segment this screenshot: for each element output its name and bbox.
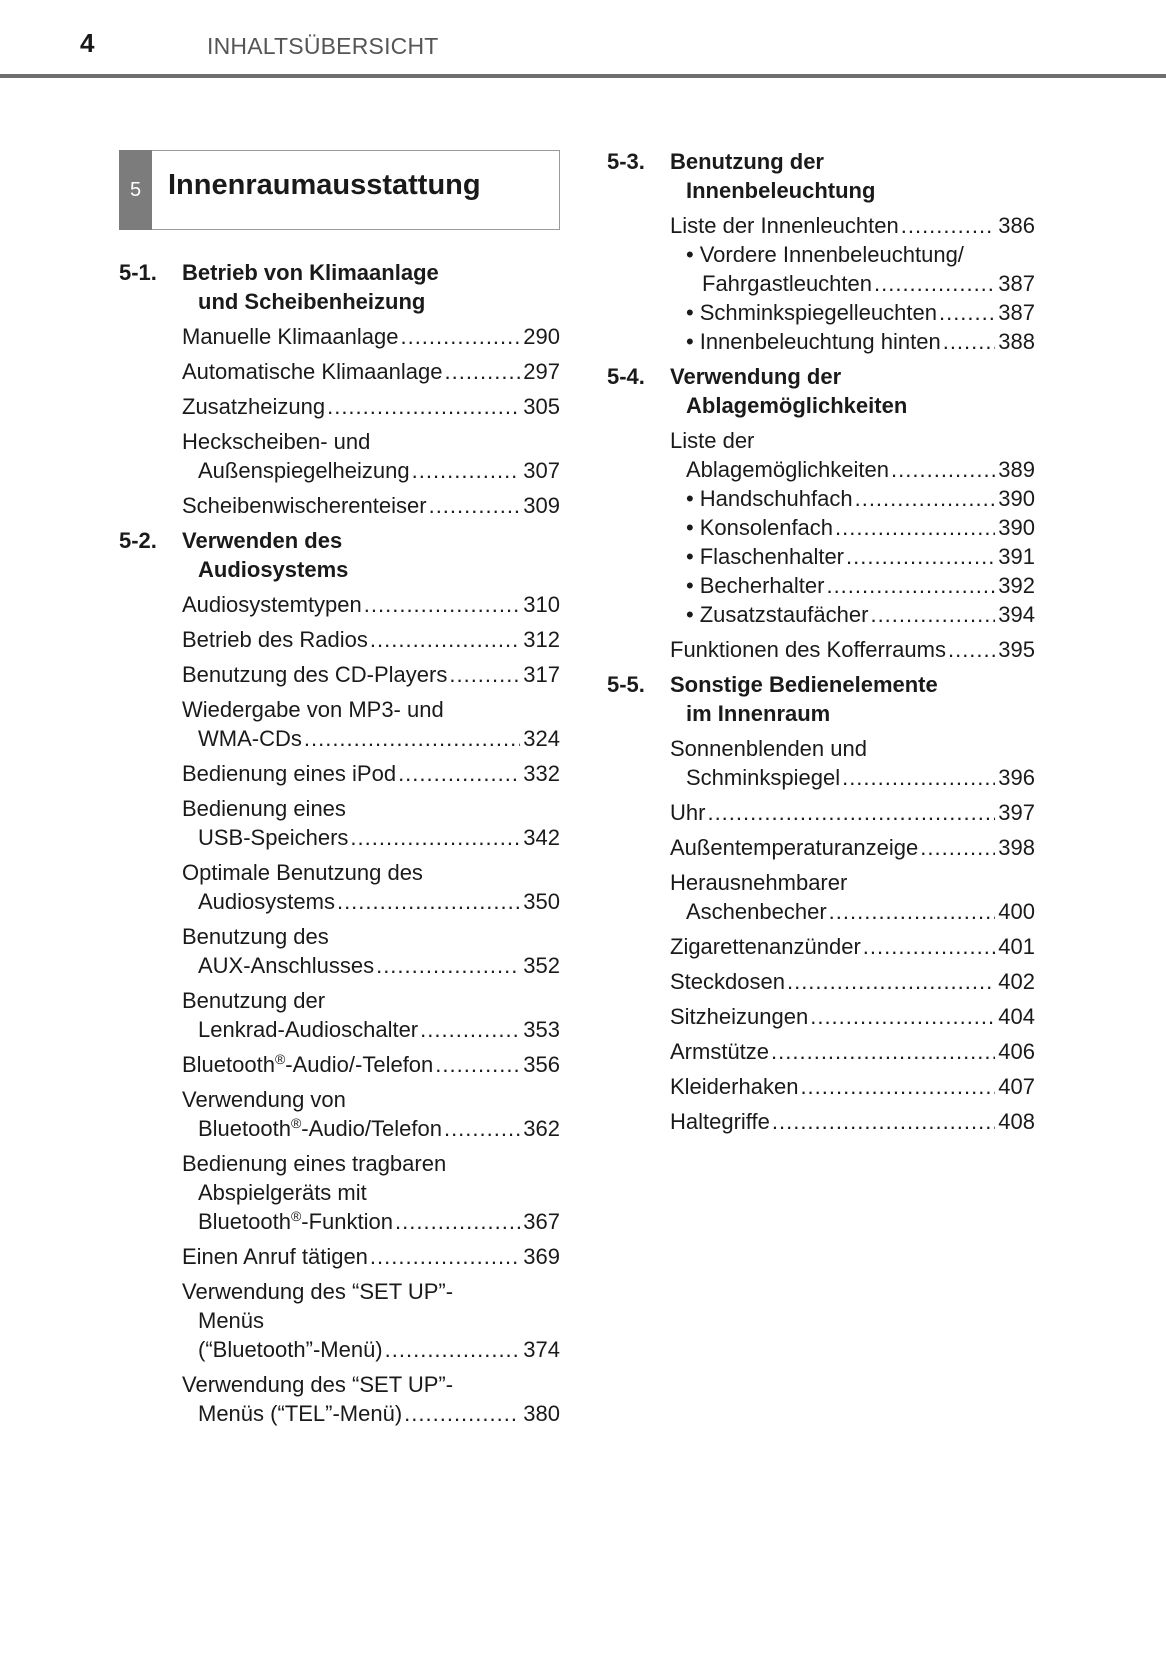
- header-divider: [0, 74, 1166, 78]
- page-ref: 386: [998, 213, 1035, 238]
- toc-entry[interactable]: Bedienung eines tragbaren Abspielgeräts mit Bluetooth®-Funktion ..... 367: [182, 1149, 560, 1236]
- page-ref: 305: [523, 394, 560, 419]
- toc-subentry[interactable]: • Flaschenhalter ..... 391: [670, 542, 1035, 571]
- toc-subentry[interactable]: • Schminkspiegelleuchten ..... 387: [670, 298, 1035, 327]
- page-ref: 387: [998, 271, 1035, 296]
- page-ref: 317: [523, 662, 560, 687]
- chapter-title: Innenraumausstattung: [168, 169, 481, 201]
- section-heading: [119, 258, 560, 316]
- toc-entry[interactable]: Wiedergabe von MP3- und WMA-CDs ..... 324: [182, 695, 560, 753]
- registered-mark: ®: [290, 1115, 302, 1131]
- section-title: Verwenden des Audiosystems: [182, 528, 349, 582]
- toc-entry[interactable]: Funktionen des Kofferraums ..... 395: [670, 635, 1035, 664]
- page-ref: 397: [998, 800, 1035, 825]
- section-title: Sonstige Bedienelemente im Innenraum: [670, 672, 938, 726]
- section-title: Betrieb von Klimaanlage und Scheibenheizung: [182, 260, 439, 314]
- section-heading: [607, 362, 1035, 420]
- toc-entry[interactable]: Heckscheiben- und Außenspiegelheizung ..... 307: [182, 427, 560, 485]
- toc-left-column: [119, 150, 560, 1434]
- toc-section-5-5: [607, 670, 1035, 1136]
- page-ref: 297: [523, 359, 560, 384]
- page-ref: 391: [998, 544, 1035, 569]
- bullet-icon: •: [686, 515, 694, 540]
- toc-entry[interactable]: Armstütze ..... 406: [670, 1037, 1035, 1066]
- section-heading: [607, 670, 1035, 728]
- toc-entry[interactable]: Sonnenblenden und Schminkspiegel ..... 396: [670, 734, 1035, 792]
- section-number: 5-5.: [607, 672, 645, 697]
- page-ref: 389: [998, 457, 1035, 482]
- chapter-number: 5: [119, 150, 152, 230]
- toc-subentry[interactable]: • Vordere Innenbeleuchtung/ Fahrgastleuchten ..... 387: [670, 240, 1035, 298]
- toc-section-5-2: [119, 526, 560, 1428]
- page-ref: 390: [998, 515, 1035, 540]
- toc-entry[interactable]: Herausnehmbarer Aschenbecher ..... 400: [670, 868, 1035, 926]
- page-ref: 407: [998, 1074, 1035, 1099]
- toc-subentry[interactable]: • Becherhalter ..... 392: [670, 571, 1035, 600]
- page-ref: 394: [998, 602, 1035, 627]
- toc-subentry[interactable]: • Handschuhfach ..... 390: [670, 484, 1035, 513]
- bullet-icon: •: [686, 486, 694, 511]
- page-ref: 309: [523, 493, 560, 518]
- page-ref: 367: [523, 1209, 560, 1234]
- header-title: INHALTSÜBERSICHT: [207, 33, 439, 59]
- toc-entry[interactable]: Bedienung eines USB-Speichers ..... 342: [182, 794, 560, 852]
- page-ref: 402: [998, 969, 1035, 994]
- toc-entry[interactable]: Optimale Benutzung des Audiosystems ..... 350: [182, 858, 560, 916]
- section-number: 5-3.: [607, 149, 645, 174]
- toc-entry[interactable]: Benutzung des AUX-Anschlusses ..... 352: [182, 922, 560, 980]
- page-header: [0, 0, 1166, 80]
- toc-entry[interactable]: Audiosystemtypen ..... 310: [182, 590, 560, 619]
- toc-entry[interactable]: Außentemperaturanzeige ..... 398: [670, 833, 1035, 862]
- toc-section-5-1: [119, 258, 560, 520]
- toc-entry[interactable]: Zigarettenanzünder ..... 401: [670, 932, 1035, 961]
- toc-entry[interactable]: Automatische Klimaanlage ..... 297: [182, 357, 560, 386]
- toc-entry[interactable]: Verwendung von Bluetooth®-Audio/Telefon ..... 362: [182, 1085, 560, 1143]
- toc-subentry[interactable]: • Innenbeleuchtung hinten ..... 388: [670, 327, 1035, 356]
- page-number: 4: [80, 28, 95, 58]
- bullet-icon: •: [686, 329, 694, 354]
- page-ref: 369: [523, 1244, 560, 1269]
- page-ref: 388: [998, 329, 1035, 354]
- toc-subentry[interactable]: • Konsolenfach ..... 390: [670, 513, 1035, 542]
- page-ref: 406: [998, 1039, 1035, 1064]
- page-ref: 408: [998, 1109, 1035, 1134]
- toc-section-5-4: [607, 362, 1035, 664]
- page-ref: 307: [523, 458, 560, 483]
- toc-entry[interactable]: Scheibenwischerenteiser ..... 309: [182, 491, 560, 520]
- page-ref: 387: [998, 300, 1035, 325]
- toc-entry[interactable]: Kleiderhaken ..... 407: [670, 1072, 1035, 1101]
- toc-subentry[interactable]: • Zusatzstaufächer ..... 394: [670, 600, 1035, 629]
- chapter-heading: [119, 150, 560, 230]
- bullet-icon: •: [686, 573, 694, 598]
- toc-entry[interactable]: Bluetooth®-Audio/-Telefon ..... 356: [182, 1050, 560, 1079]
- page-ref: 352: [523, 953, 560, 978]
- section-number: 5-4.: [607, 364, 645, 389]
- page-ref: 396: [998, 765, 1035, 790]
- page-ref: 356: [523, 1052, 560, 1077]
- section-heading: [607, 147, 1035, 205]
- page-ref: 290: [523, 324, 560, 349]
- toc-entry[interactable]: Sitzheizungen ..... 404: [670, 1002, 1035, 1031]
- section-number: 5-2.: [119, 528, 157, 553]
- page-ref: 353: [523, 1017, 560, 1042]
- bullet-icon: •: [686, 602, 694, 627]
- toc-entry[interactable]: Benutzung des CD-Players ..... 317: [182, 660, 560, 689]
- toc-entry[interactable]: Haltegriffe ..... 408: [670, 1107, 1035, 1136]
- page-ref: 401: [998, 934, 1035, 959]
- page-ref: 395: [998, 637, 1035, 662]
- registered-mark: ®: [290, 1208, 302, 1224]
- toc-section-5-3: [607, 147, 1035, 356]
- toc-entry[interactable]: Einen Anruf tätigen ..... 369: [182, 1242, 560, 1271]
- bullet-icon: •: [686, 242, 694, 267]
- toc-entry[interactable]: Manuelle Klimaanlage ..... 290: [182, 322, 560, 351]
- toc-entry[interactable]: Liste der Innenleuchten ..... 386: [670, 211, 1035, 240]
- toc-entry[interactable]: Liste der Ablagemöglichkeiten ..... 389: [670, 426, 1035, 484]
- bullet-icon: •: [686, 300, 694, 325]
- section-heading: [119, 526, 560, 584]
- page-ref: 380: [523, 1401, 560, 1426]
- page-ref: 374: [523, 1337, 560, 1362]
- toc-entry[interactable]: Steckdosen ..... 402: [670, 967, 1035, 996]
- page-ref: 398: [998, 835, 1035, 860]
- bullet-icon: •: [686, 544, 694, 569]
- page-ref: 362: [523, 1116, 560, 1141]
- toc-entry[interactable]: Verwendung des “SET UP”- Menüs (“Bluetooth”-Menü) ..... 374: [182, 1277, 560, 1364]
- toc-entry[interactable]: Zusatzheizung ..... 305: [182, 392, 560, 421]
- toc-entry[interactable]: Uhr ..... 397: [670, 798, 1035, 827]
- section-title: Benutzung der Innenbeleuchtung: [670, 149, 876, 203]
- toc-right-column: [607, 147, 1035, 1142]
- page-ref: 342: [523, 825, 560, 850]
- page-ref: 332: [523, 761, 560, 786]
- toc-entry[interactable]: Betrieb des Radios ..... 312: [182, 625, 560, 654]
- toc-entry[interactable]: Benutzung der Lenkrad-Audioschalter ..... 353: [182, 986, 560, 1044]
- page-ref: 350: [523, 889, 560, 914]
- toc-entry[interactable]: Verwendung des “SET UP”- Menüs (“TEL”-Menü) ..... 380: [182, 1370, 560, 1428]
- page-ref: 400: [998, 899, 1035, 924]
- toc-entry[interactable]: Bedienung eines iPod ..... 332: [182, 759, 560, 788]
- registered-mark: ®: [274, 1051, 286, 1067]
- section-title: Verwendung der Ablagemöglichkeiten: [670, 364, 908, 418]
- page-ref: 324: [523, 726, 560, 751]
- page-ref: 390: [998, 486, 1035, 511]
- page-ref: 310: [523, 592, 560, 617]
- page-ref: 392: [998, 573, 1035, 598]
- page-ref: 312: [523, 627, 560, 652]
- section-number: 5-1.: [119, 260, 157, 285]
- page-ref: 404: [998, 1004, 1035, 1029]
